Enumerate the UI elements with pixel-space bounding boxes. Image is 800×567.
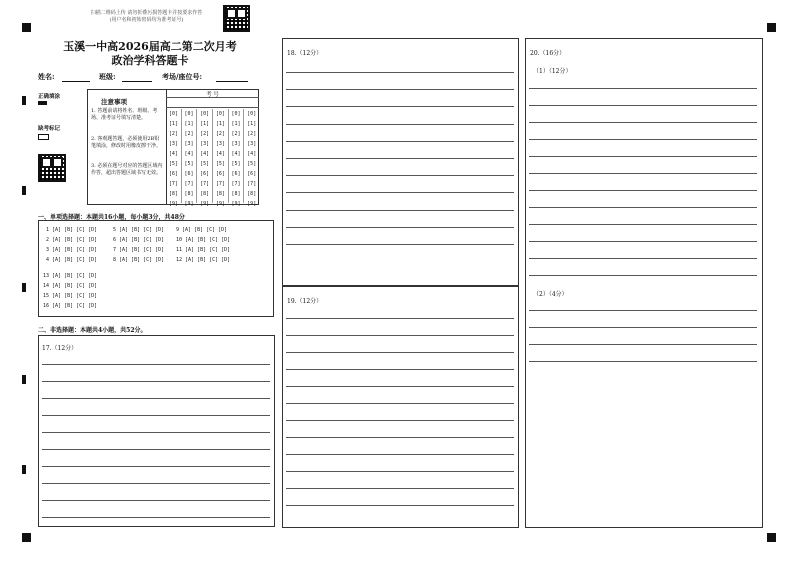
exam-digit-bubble[interactable]: [8] xyxy=(215,191,225,197)
mcq-row[interactable]: 14 [A] [B] [C] [D] xyxy=(43,283,98,289)
exam-digit-bubble[interactable]: [6] xyxy=(168,171,178,177)
exam-digit-column[interactable] xyxy=(229,109,245,207)
exam-digit-bubble[interactable]: [2] xyxy=(200,131,210,137)
exam-digit-bubble[interactable]: [7] xyxy=(200,181,210,187)
mcq-col-1[interactable] xyxy=(46,227,97,267)
q20-part1-answer-line xyxy=(529,122,757,123)
q17-answer-line xyxy=(42,500,270,501)
exam-digit-bubble[interactable]: [4] xyxy=(247,151,257,157)
q19-label: 19.（12分） xyxy=(287,298,323,305)
exam-digit-column[interactable] xyxy=(197,109,213,207)
exam-digit-bubble[interactable]: [1] xyxy=(247,121,257,127)
exam-digit-column[interactable] xyxy=(244,109,259,207)
q19-answer-line xyxy=(286,318,514,319)
exam-digit-bubble[interactable]: [4] xyxy=(200,151,210,157)
exam-digit-bubble[interactable]: [0] xyxy=(247,111,257,117)
exam-digit-bubble[interactable]: [0] xyxy=(231,111,241,117)
q19-answer-line xyxy=(286,369,514,370)
q17-answer-line xyxy=(42,398,270,399)
q17-answer-line xyxy=(42,449,270,450)
absent-mark-box[interactable] xyxy=(38,134,49,140)
fill-example-label: 正确填涂 xyxy=(38,94,61,100)
room-label: 考场/座位号: xyxy=(162,72,203,81)
exam-digit-bubble[interactable]: [5] xyxy=(215,161,225,167)
q18-answer-line xyxy=(286,192,514,193)
exam-digit-bubble[interactable]: [8] xyxy=(231,191,241,197)
timing-mark-top-right xyxy=(767,23,776,32)
class-label: 班级: xyxy=(99,72,116,81)
mcq-row[interactable]: 12 [A] [B] [C] [D] xyxy=(176,257,231,263)
q17-label: 17.（12分） xyxy=(42,345,78,352)
exam-digit-bubble[interactable]: [0] xyxy=(184,111,194,117)
exam-digit-bubble[interactable]: [0] xyxy=(200,111,210,117)
absent-mark-label: 缺考标记 xyxy=(38,126,61,132)
exam-digit-bubble[interactable]: [0] xyxy=(215,111,225,117)
q20-part2-answer-line xyxy=(529,327,757,328)
q20-part1-label: （1）（12分） xyxy=(533,68,572,75)
mcq-row[interactable]: 7 [A] [B] [C] [D] xyxy=(113,247,165,253)
exam-digit-bubble[interactable]: [5] xyxy=(184,161,194,167)
q20-part1-answer-line xyxy=(529,156,757,157)
q20-part2-label: （2）（4分） xyxy=(533,291,568,298)
exam-digit-bubble[interactable]: [5] xyxy=(231,161,241,167)
exam-digit-bubble[interactable]: [1] xyxy=(231,121,241,127)
q20-part1-answer-line xyxy=(529,207,757,208)
timing-mark-left-3 xyxy=(22,283,26,292)
exam-digit-bubble[interactable]: [7] xyxy=(168,181,178,187)
exam-digit-bubble[interactable]: [4] xyxy=(231,151,241,157)
mcq-row[interactable]: 2 [A] [B] [C] [D] xyxy=(46,237,98,243)
exam-digit-bubble[interactable]: [1] xyxy=(215,121,225,127)
q18-answer-line xyxy=(286,141,514,142)
exam-digit-bubble[interactable]: [2] xyxy=(168,131,178,137)
exam-digit-bubble[interactable]: [8] xyxy=(184,191,194,197)
q17-answer-line xyxy=(42,364,270,365)
exam-digit-bubble[interactable]: [1] xyxy=(184,121,194,127)
fill-example-swatch xyxy=(38,101,47,105)
exam-digit-bubble[interactable]: [9] xyxy=(168,201,178,207)
mcq-row[interactable]: 8 [A] [B] [C] [D] xyxy=(113,257,165,263)
room-field[interactable] xyxy=(216,81,248,82)
timing-mark-left-2 xyxy=(22,186,26,195)
mcq-row[interactable]: 10 [A] [B] [C] [D] xyxy=(176,237,231,243)
exam-digit-bubble[interactable]: [6] xyxy=(231,171,241,177)
exam-digit-bubble[interactable]: [1] xyxy=(168,121,178,127)
mcq-col-2[interactable] xyxy=(113,227,164,267)
exam-digit-bubble[interactable]: [6] xyxy=(184,171,194,177)
exam-digit-bubble[interactable]: [9] xyxy=(247,201,257,207)
class-field[interactable] xyxy=(122,81,152,82)
exam-digit-bubble[interactable]: [2] xyxy=(215,131,225,137)
mcq-row[interactable]: 15 [A] [B] [C] [D] xyxy=(43,293,98,299)
exam-digit-bubble[interactable]: [5] xyxy=(247,161,257,167)
section-1-heading: 一、单项选择题：本题共16小题，每小题3分，共48分 xyxy=(38,214,185,221)
mcq-row[interactable]: 1 [A] [B] [C] [D] xyxy=(46,227,98,233)
exam-digit-bubble[interactable]: [6] xyxy=(200,171,210,177)
exam-digit-bubble[interactable]: [6] xyxy=(247,171,257,177)
exam-digit-bubble[interactable]: [3] xyxy=(231,141,241,147)
q20-part1-answer-line xyxy=(529,190,757,191)
exam-digit-bubble[interactable]: [7] xyxy=(247,181,257,187)
exam-digit-bubble[interactable]: [7] xyxy=(231,181,241,187)
timing-mark-bottom-right xyxy=(767,533,776,542)
q19-answer-line xyxy=(286,335,514,336)
mcq-col-3[interactable] xyxy=(176,227,230,267)
q18-answer-line xyxy=(286,89,514,90)
q20-part1-answer-line xyxy=(529,275,757,276)
section-2-heading: 二、非选择题：本题共4小题，共52分。 xyxy=(38,327,147,334)
q17-answer-line xyxy=(42,432,270,433)
mcq-row[interactable]: 3 [A] [B] [C] [D] xyxy=(46,247,98,253)
name-label: 姓名: xyxy=(38,72,55,81)
q20-part1-answer-line xyxy=(529,173,757,174)
q20-part1-answer-line xyxy=(529,105,757,106)
exam-digit-bubble[interactable]: [4] xyxy=(184,151,194,157)
exam-digit-bubble[interactable]: [7] xyxy=(215,181,225,187)
digit-bubble-grid[interactable] xyxy=(166,109,259,207)
q19-answer-line xyxy=(286,488,514,489)
q18-answer-line xyxy=(286,158,514,159)
exam-digit-bubble[interactable]: [8] xyxy=(168,191,178,197)
qr-code-left xyxy=(38,154,66,182)
notes-heading: 注意事项 xyxy=(101,98,127,106)
exam-digit-bubble[interactable]: [3] xyxy=(184,141,194,147)
q19-answer-box[interactable] xyxy=(282,286,519,528)
timing-mark-bottom-left xyxy=(22,533,31,542)
top-notice: 扫描二维码上传 请勿折叠污损答题卡并按要求作答 xyxy=(90,10,203,16)
page-subtitle: 政治学科答题卡 xyxy=(111,54,189,67)
mcq-row[interactable]: 4 [A] [B] [C] [D] xyxy=(46,257,98,263)
exam-digit-bubble[interactable]: [3] xyxy=(168,141,178,147)
q18-answer-line xyxy=(286,175,514,176)
timing-mark-left-1 xyxy=(22,96,26,105)
exam-digit-bubble[interactable]: [1] xyxy=(200,121,210,127)
q17-answer-line xyxy=(42,517,270,518)
exam-digit-bubble[interactable]: [5] xyxy=(200,161,210,167)
exam-digit-bubble[interactable]: [4] xyxy=(168,151,178,157)
exam-digit-bubble[interactable]: [4] xyxy=(215,151,225,157)
grid-rule xyxy=(166,97,259,98)
exam-digit-bubble[interactable]: [0] xyxy=(168,111,178,117)
exam-digit-bubble[interactable]: [2] xyxy=(247,131,257,137)
qr-code-top xyxy=(223,5,250,32)
q18-answer-box[interactable] xyxy=(282,38,519,286)
mcq-row[interactable]: 6 [A] [B] [C] [D] xyxy=(113,237,165,243)
exam-digit-bubble[interactable]: [9] xyxy=(215,201,225,207)
mcq-row[interactable]: 16 [A] [B] [C] [D] xyxy=(43,303,98,309)
mcq-row[interactable]: 13 [A] [B] [C] [D] xyxy=(43,273,98,279)
mcq-col-4[interactable] xyxy=(43,273,97,313)
exam-digit-bubble[interactable]: [3] xyxy=(247,141,257,147)
q19-answer-line xyxy=(286,505,514,506)
q18-answer-line xyxy=(286,210,514,211)
grid-rule xyxy=(166,107,259,108)
q18-label: 18.（12分） xyxy=(287,50,323,57)
exam-digit-column[interactable] xyxy=(182,109,198,207)
exam-digit-bubble[interactable]: [2] xyxy=(184,131,194,137)
q19-answer-line xyxy=(286,352,514,353)
note-item-1: 1. 答题前请将姓名、班级、考场、准考证号填写清楚。 xyxy=(91,108,158,121)
q18-answer-line xyxy=(286,124,514,125)
exam-digit-bubble[interactable]: [3] xyxy=(200,141,210,147)
q20-part1-answer-line xyxy=(529,224,757,225)
timing-mark-top-left xyxy=(22,23,31,32)
q17-answer-line xyxy=(42,381,270,382)
exam-digit-bubble[interactable]: [2] xyxy=(231,131,241,137)
q18-answer-line xyxy=(286,244,514,245)
q17-answer-line xyxy=(42,466,270,467)
q20-part2-answer-line xyxy=(529,310,757,311)
q19-answer-line xyxy=(286,471,514,472)
exam-digit-bubble[interactable]: [7] xyxy=(184,181,194,187)
q19-answer-line xyxy=(286,386,514,387)
q18-answer-line xyxy=(286,106,514,107)
q20-part1-answer-line xyxy=(529,88,757,89)
top-notice-sub: (用户名和初始密码均为准考证号) xyxy=(109,17,184,23)
exam-digit-column[interactable] xyxy=(213,109,229,207)
q17-answer-line xyxy=(42,415,270,416)
q20-part1-answer-line xyxy=(529,241,757,242)
exam-digit-bubble[interactable]: [6] xyxy=(215,171,225,177)
q19-answer-line xyxy=(286,420,514,421)
q18-answer-line xyxy=(286,227,514,228)
timing-mark-left-4 xyxy=(22,375,26,384)
q20-part2-answer-line xyxy=(529,361,757,362)
exam-digit-bubble[interactable]: [8] xyxy=(200,191,210,197)
mcq-row[interactable]: 11 [A] [B] [C] [D] xyxy=(176,247,231,253)
timing-mark-left-5 xyxy=(22,465,26,474)
q20-label: 20.（16分） xyxy=(530,50,566,57)
mcq-row[interactable]: 9 [A] [B] [C] [D] xyxy=(176,227,228,233)
q19-answer-line xyxy=(286,454,514,455)
q17-answer-line xyxy=(42,483,270,484)
exam-number-header: 考 号 xyxy=(206,92,219,98)
name-field[interactable] xyxy=(62,81,90,82)
q20-part1-answer-line xyxy=(529,139,757,140)
q18-answer-line xyxy=(286,72,514,73)
note-item-2: 2. 客观题答题，必须使用2B铅笔填涂，修改时用橡皮擦干净。 xyxy=(91,136,162,149)
q19-answer-line xyxy=(286,403,514,404)
q20-part1-answer-line xyxy=(529,258,757,259)
exam-digit-column[interactable] xyxy=(166,109,182,207)
exam-digit-bubble[interactable]: [5] xyxy=(168,161,178,167)
page-title: 玉溪一中高2026届高二第二次月考 xyxy=(63,40,237,53)
exam-digit-bubble[interactable]: [9] xyxy=(200,201,210,207)
exam-digit-bubble[interactable]: [8] xyxy=(247,191,257,197)
note-item-3: 3. 必须在题号对应的答题区域内作答，超出答题区域书写无效。 xyxy=(91,163,163,176)
q20-part2-answer-line xyxy=(529,344,757,345)
exam-digit-bubble[interactable]: [3] xyxy=(215,141,225,147)
mcq-row[interactable]: 5 [A] [B] [C] [D] xyxy=(113,227,165,233)
q19-answer-line xyxy=(286,437,514,438)
exam-digit-bubble[interactable]: [9] xyxy=(231,201,241,207)
exam-digit-bubble[interactable]: [9] xyxy=(184,201,194,207)
q20-answer-box[interactable] xyxy=(525,38,763,528)
